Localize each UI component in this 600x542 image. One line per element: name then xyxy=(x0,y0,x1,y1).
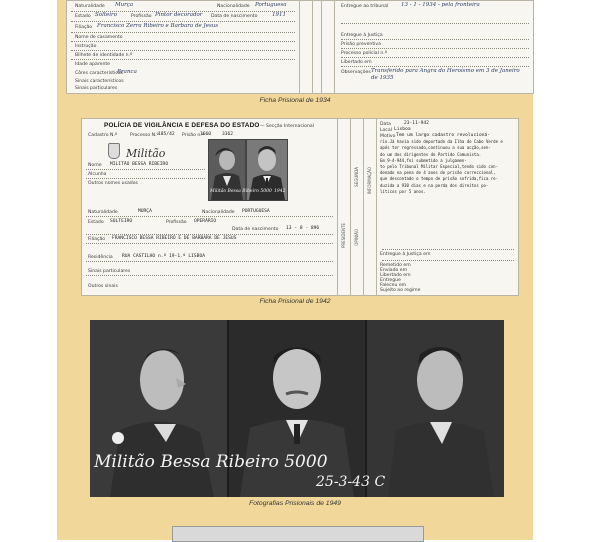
field-label: Residência xyxy=(88,255,113,260)
rule xyxy=(86,243,333,244)
field-label: Sinais característicos xyxy=(75,79,124,84)
rule xyxy=(71,59,295,60)
field-value: 185/42 xyxy=(158,132,175,137)
field-value: Portuguesa xyxy=(255,2,287,8)
field-label: Naturalidade xyxy=(75,4,105,9)
field-value: RUA CASTILHO n.º 19-1.º LISBOA xyxy=(122,254,205,259)
rule xyxy=(382,249,514,250)
field-label: Sinais particulares xyxy=(88,269,131,274)
mugshot-photo-1949 xyxy=(90,320,504,497)
signature: Militão xyxy=(126,147,166,160)
motivo-text xyxy=(380,133,516,195)
motivo-line: Tem um largo cadastro revolucioná- xyxy=(396,133,491,138)
motivo-line: do um dos dirigentes do Partido Comunista. xyxy=(380,151,482,157)
rule xyxy=(341,48,529,49)
field-label: Entregue xyxy=(380,278,401,283)
field-label: Nacionalidade xyxy=(217,4,250,9)
ficha-1942-right xyxy=(378,119,518,295)
strip-label: PRESIDENTE xyxy=(341,223,346,249)
field-label: Sinais particulares xyxy=(75,86,118,91)
motivo-line: rio.Já havia sido deportado da Ilha do Cabo Verde e xyxy=(380,139,503,145)
field-label: Prisão preventiva xyxy=(341,42,381,47)
rule xyxy=(86,178,205,179)
field-label: Filiação xyxy=(75,25,93,30)
field-value: 1911 xyxy=(272,12,286,18)
field-value: PORTUGUESA xyxy=(242,209,270,214)
field-label: Entregue ao tribunal xyxy=(341,4,389,9)
field-value: Branca xyxy=(117,69,137,75)
field-label: Estado xyxy=(75,14,91,19)
motivo-line: que descontado o tempo de prisão sofrida,fica re- xyxy=(380,176,499,182)
vertical-strip xyxy=(363,119,377,295)
rule xyxy=(71,41,295,42)
emblem-icon xyxy=(108,143,120,159)
field-label: Outros nomes usados xyxy=(88,181,138,186)
motivo-line: denado na pena de 4 anos de prisão correccional, xyxy=(380,170,496,176)
field-label: Observações xyxy=(341,70,371,75)
rule xyxy=(71,32,295,33)
rule xyxy=(86,261,333,262)
field-value: MILITÃO BESSA RIBEIRO xyxy=(110,162,169,167)
field-label: Data xyxy=(380,122,391,127)
caption-1942: Ficha Prisional de 1942 xyxy=(259,298,331,305)
field-value: 23-11-942 xyxy=(404,121,429,126)
motivo-line: após ter regressado,continuou a sua acção,sen- xyxy=(380,145,491,151)
motivo-line: duzida a 930 dias e na perda dos direitos po- xyxy=(380,182,489,188)
field-value: 3362 xyxy=(222,132,234,137)
field-value: Pintor decorador xyxy=(155,12,203,18)
field-label: Bilhete de identidade n.º xyxy=(75,53,133,58)
field-value: Lisboa xyxy=(394,127,411,132)
field-label: Nome de casamento xyxy=(75,35,123,40)
rule xyxy=(341,66,529,67)
vertical-strip xyxy=(299,1,313,93)
field-label: Sujeito ao regime xyxy=(380,288,421,293)
photo-year: 1942 xyxy=(274,189,286,194)
field-value: FRANCISCO BESSA RIBEIRO E DE BARBARA DE JESUS xyxy=(112,236,237,241)
field-label: Filiação xyxy=(88,237,106,242)
field-label: Alcunha xyxy=(88,172,107,177)
field-label: Prisão n.º xyxy=(182,133,204,138)
field-label: Côres características xyxy=(75,71,124,76)
field-label: Libertado em xyxy=(341,60,372,65)
field-label: Entregue à Justiça em xyxy=(380,252,431,257)
field-label: Outros sinais xyxy=(88,284,118,289)
rule xyxy=(341,39,529,40)
field-label: Faleceu em xyxy=(380,283,407,288)
rule xyxy=(71,21,295,22)
rule xyxy=(382,260,514,261)
field-label: Idade aparente xyxy=(75,62,110,67)
field-label: Motivo xyxy=(380,134,396,139)
rule xyxy=(86,234,333,235)
field-label: Profissão xyxy=(131,14,152,19)
motivo-line: líticos por 5 anos. xyxy=(380,188,426,194)
field-value: Transferido para Angra do Heroísmo em 3 de Janeiro de 1935 xyxy=(371,68,520,81)
field-label: Remetido em xyxy=(380,263,411,268)
ficha-1942-card xyxy=(81,118,519,296)
strip-label: SEGUNDA xyxy=(354,167,359,187)
field-label: Enviado em xyxy=(380,268,408,273)
field-label: Data de nascimento xyxy=(211,14,258,19)
agency-header: POLÍCIA DE VIGILÂNCIA E DEFESA DO ESTADO xyxy=(104,122,260,129)
field-label: Data de nascimento xyxy=(232,227,279,232)
field-label: Entregue à Justiça xyxy=(341,33,383,38)
photo-inscription-date: 25-3-43 C xyxy=(316,474,386,490)
ficha-1934-left xyxy=(67,1,299,93)
rule xyxy=(86,275,333,276)
rule xyxy=(341,57,529,58)
field-label: Nome xyxy=(88,163,102,168)
field-label: Profissão xyxy=(166,220,187,225)
rule xyxy=(86,216,333,217)
field-label: Processo N.º xyxy=(130,133,159,138)
field-value: MURÇA xyxy=(138,209,152,214)
strip-label: OPINIÃO xyxy=(354,229,359,246)
caption-1949: Fotografias Prisionais de 1949 xyxy=(249,500,341,507)
vertical-strip xyxy=(321,1,335,93)
field-value: 1660 xyxy=(200,132,212,137)
field-label: Processo policial n.º xyxy=(341,51,387,56)
motivo-line: to pelo Tribunal Militar Especial,tendo sido con- xyxy=(380,164,499,170)
vertical-strip xyxy=(350,119,364,295)
field-value: SOLTEIRO xyxy=(110,219,133,224)
field-label: Libertado em xyxy=(380,273,411,278)
field-value: Francisco Zerra Ribeiro e Barbara de Jesus xyxy=(97,23,219,29)
rule xyxy=(341,23,529,24)
field-label: Estado xyxy=(88,220,104,225)
motivo-line: Em 9-4-944,foi submetido a julgamen- xyxy=(380,157,467,163)
field-value: OPERÁRIO xyxy=(194,219,217,224)
vertical-strip xyxy=(337,119,351,295)
caption-1934: Ficha Prisional de 1934 xyxy=(259,97,331,104)
photo-caption: Militão Bessa Ribeiro 5000 xyxy=(210,189,272,194)
ficha-1934-right xyxy=(337,1,533,93)
field-value: 13 - 1 - 1934 - pela fronteira xyxy=(401,2,480,8)
field-value: 13 - 8 - 896 xyxy=(286,226,320,231)
field-label: Naturalidade xyxy=(88,210,118,215)
field-label: Cadastro N.º xyxy=(88,133,118,138)
strip-label: INFORMAÇÃO xyxy=(367,167,372,195)
field-label: Instrução xyxy=(75,44,97,49)
photo-inscription-name: Militão Bessa Ribeiro 5000 xyxy=(94,452,328,472)
field-label: Nacionalidade xyxy=(202,210,235,215)
rule xyxy=(71,50,295,51)
field-label: Local xyxy=(380,128,392,133)
section-label: — Secção Internacional xyxy=(260,124,314,129)
ficha-1942-left xyxy=(82,119,337,295)
ficha-1934-card xyxy=(66,0,534,94)
field-value: Murça xyxy=(115,2,134,8)
rule xyxy=(86,169,205,170)
field-value: Solteiro xyxy=(95,12,118,18)
